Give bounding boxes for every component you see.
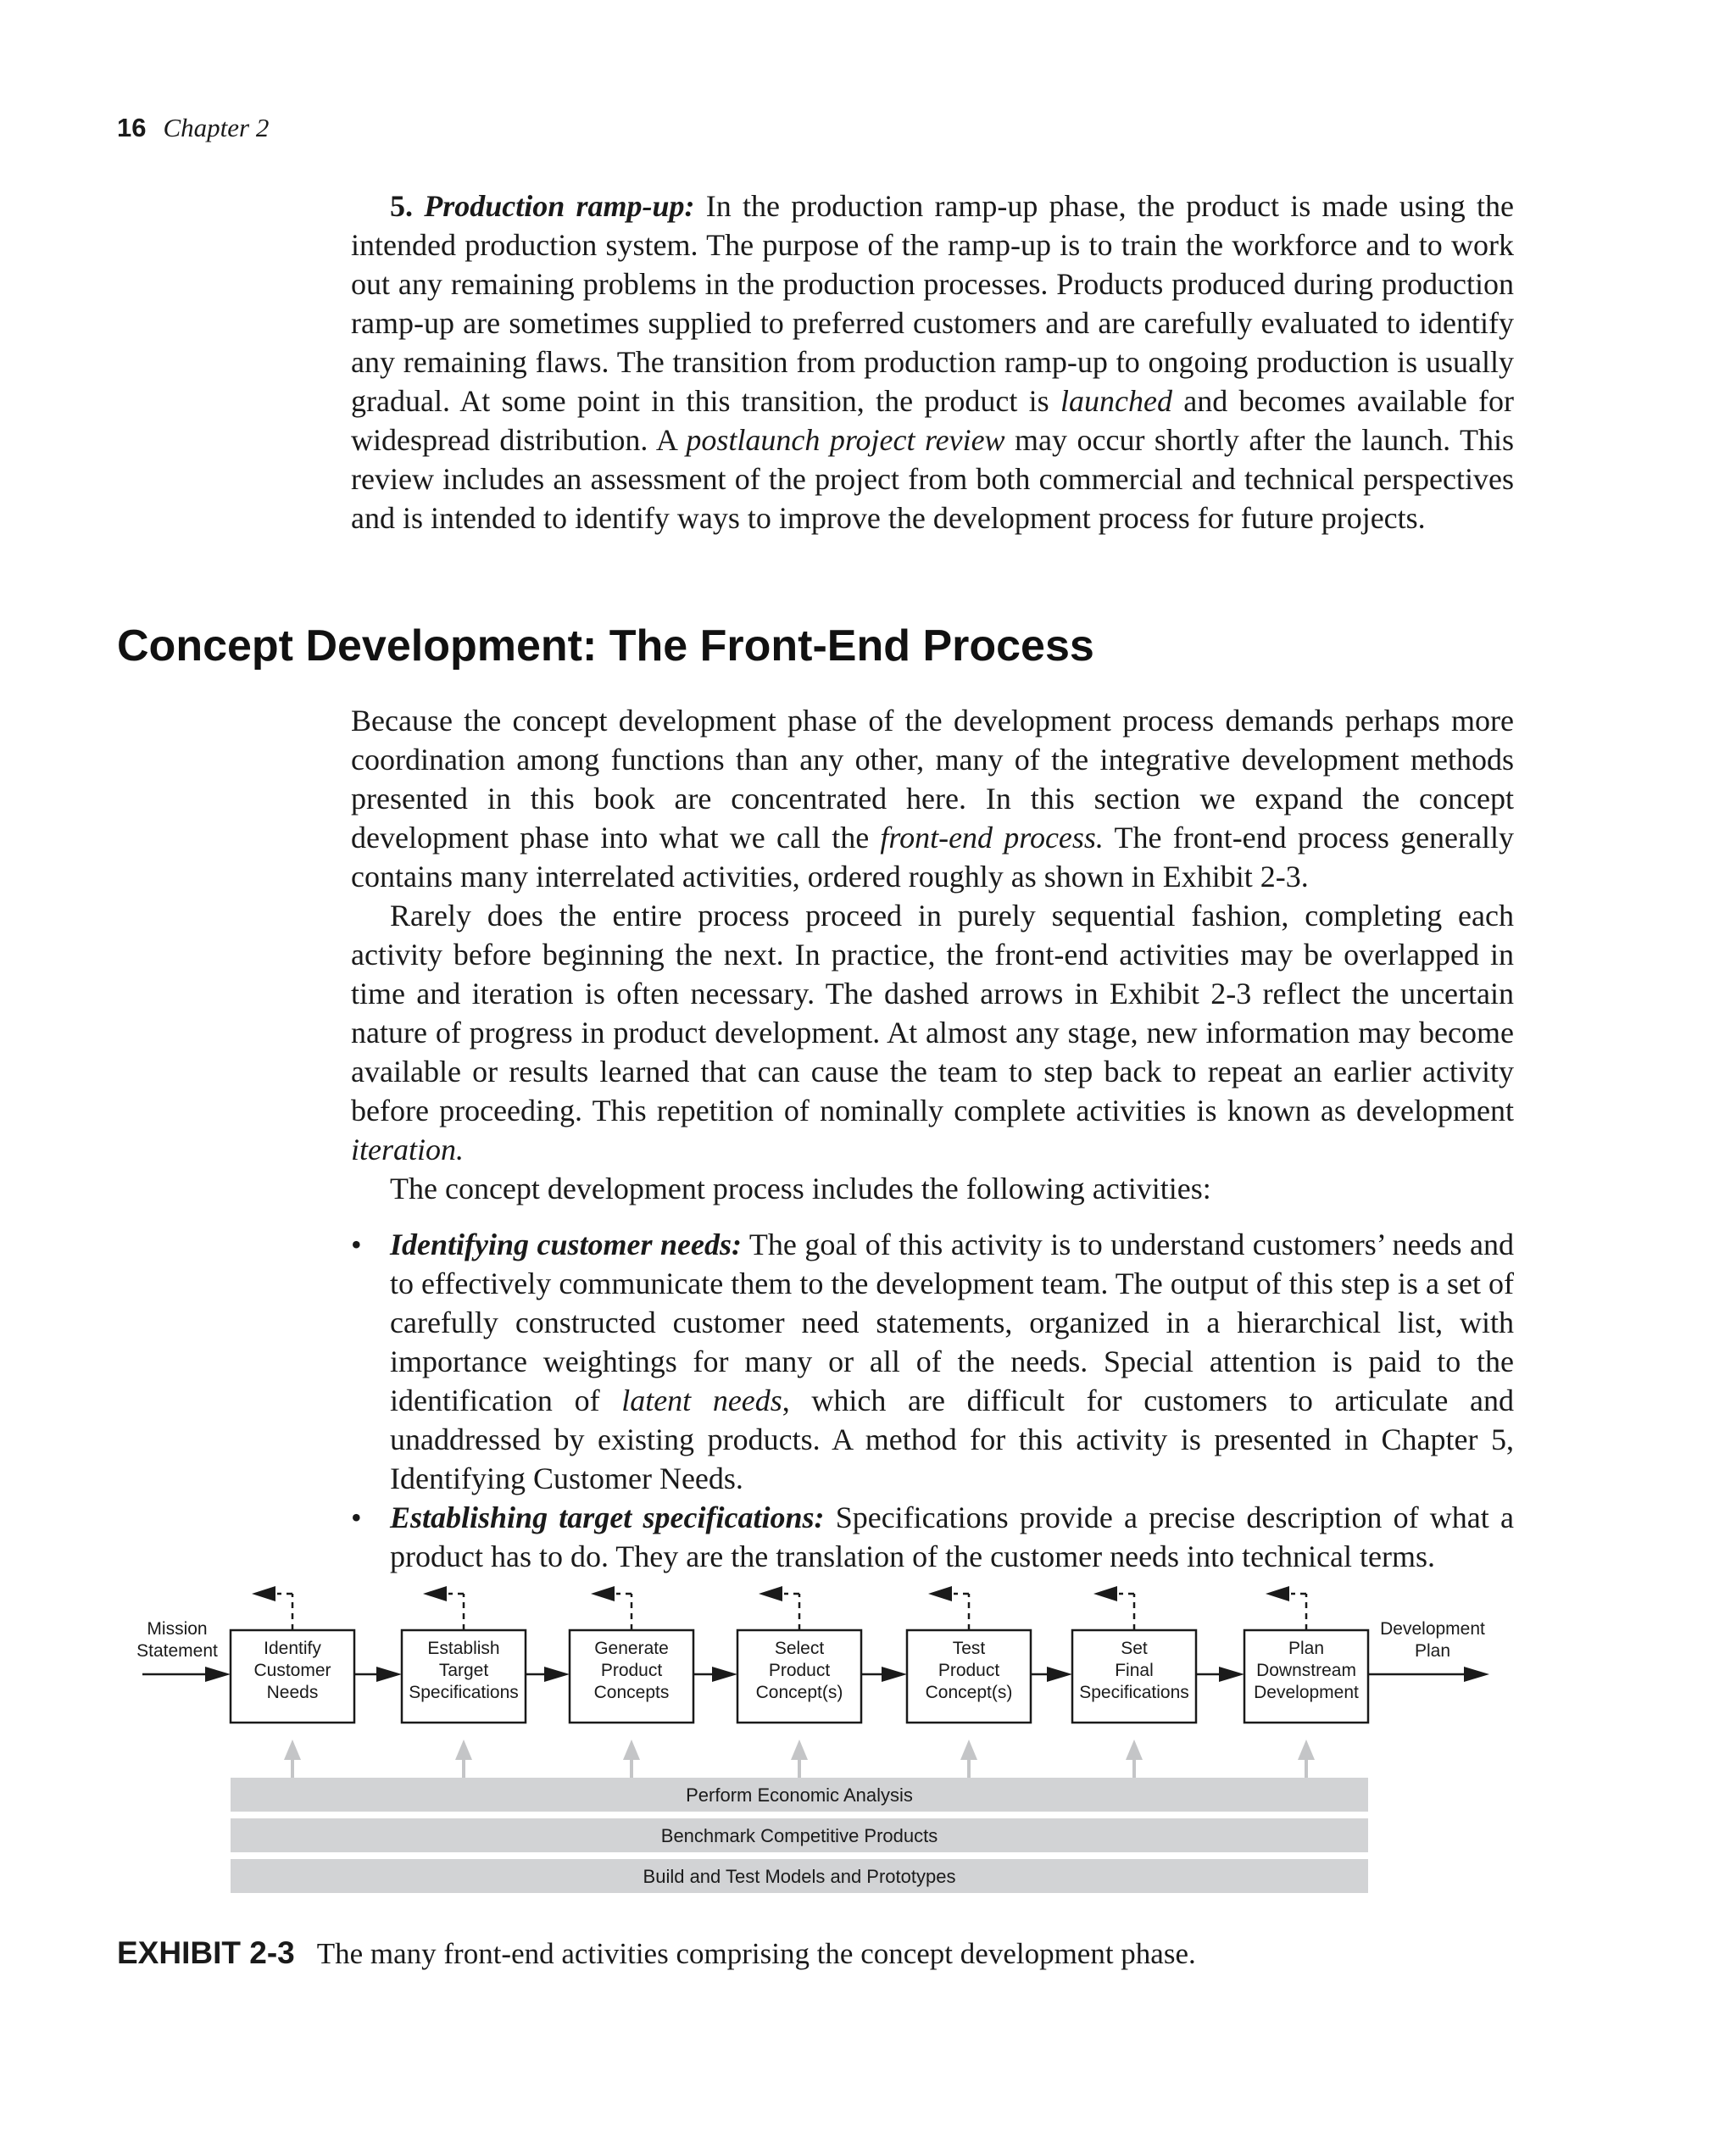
activity-bar-label: Build and Test Models and Prototypes bbox=[643, 1866, 956, 1887]
intro-text-1: Because the concept development phase of the development process demands perhaps more coordination among functions than any other, many of the integrative development methods presented in this book are concentrated here. In this section we expand the concept development phase into what we call the bbox=[351, 704, 1514, 855]
support-arrowhead bbox=[1298, 1740, 1315, 1760]
process-step-label: Target bbox=[438, 1661, 489, 1680]
ramp-up-text-2: and becomes available for widespread distribution. A bbox=[351, 384, 1514, 457]
process-step-label: Customer bbox=[253, 1661, 331, 1680]
support-arrowhead bbox=[455, 1740, 472, 1760]
process-step-label: Specifications bbox=[409, 1683, 519, 1702]
arrowhead bbox=[376, 1667, 402, 1682]
arrowhead bbox=[1219, 1667, 1244, 1682]
postlaunch-review-term: postlaunch project review bbox=[686, 423, 1005, 457]
support-arrowhead bbox=[1126, 1740, 1143, 1760]
input-label: Statement bbox=[136, 1641, 218, 1661]
process-step-label: Identify bbox=[264, 1639, 321, 1658]
iteration-arrowhead bbox=[759, 1586, 782, 1601]
ramp-up-text-1: In the production ramp-up phase, the product is made using the intended production system. The purpose of the ramp-up is to train the workforce and to work out any remaining problems in the production processes. Products produced during production ramp-up are sometimes supplied to preferred customers and are carefully evaluated to identify any remaining flaws. The transition from production ramp-up to ongoing production is usually gradual. At some point in this transition, the product is bbox=[351, 189, 1514, 418]
process-step-label: Product bbox=[768, 1661, 831, 1680]
process-step-label: Specifications bbox=[1079, 1683, 1189, 1702]
bullet-term: Identifying customer needs: bbox=[390, 1228, 742, 1261]
exhibit-caption-text: The many front-end activities comprising the concept development phase. bbox=[316, 1937, 1196, 1970]
arrowhead bbox=[712, 1667, 737, 1682]
process-step-label: Plan bbox=[1288, 1639, 1325, 1658]
process-step-label: Product bbox=[938, 1661, 1000, 1680]
bullet-term: Establishing target specifications: bbox=[390, 1500, 825, 1534]
bullet-text: , which are difficult for customers to articulate and unaddressed by existing products. A method for this activity is presented in Chapter 5, Identifying Customer Needs. bbox=[390, 1383, 1514, 1495]
arrowhead bbox=[1047, 1667, 1072, 1682]
item-number: 5. bbox=[390, 189, 425, 223]
section-heading: Concept Development: The Front-End Process bbox=[117, 621, 1094, 671]
iteration-term: iteration. bbox=[351, 1133, 464, 1166]
front-end-process-term: front-end process. bbox=[880, 821, 1104, 855]
iteration-arrowhead bbox=[1266, 1586, 1289, 1601]
iteration-text: Rarely does the entire process proceed in purely sequential fashion, completing each activity before beginning the next. In practice, the front-end activities may be overlapped in time and iteration is often necessary. The dashed arrows in Exhibit 2-3 reflect the uncertain nature of progress in product development. At almost any stage, new information may become available or results learned that can cause the team to step back to repeat an earlier activity before proceeding. This repetition of nominally complete activities is known as development bbox=[351, 899, 1514, 1127]
iteration-arrowhead bbox=[928, 1586, 952, 1601]
chapter-label: Chapter 2 bbox=[163, 113, 270, 142]
process-step-label: Test bbox=[952, 1639, 986, 1658]
process-step-label: Final bbox=[1115, 1661, 1154, 1680]
exhibit-caption bbox=[117, 1935, 1196, 1971]
latent-needs-term: latent needs bbox=[621, 1383, 782, 1417]
activity-bar-label: Perform Economic Analysis bbox=[686, 1784, 913, 1806]
process-step-label: Generate bbox=[594, 1639, 669, 1658]
support-arrowhead bbox=[960, 1740, 977, 1760]
bullet-text: Specifications provide a precise description of what a product has to do. They are the translation of the customer needs into technical terms. bbox=[390, 1500, 1514, 1573]
support-arrowhead bbox=[623, 1740, 640, 1760]
iteration-arrowhead bbox=[423, 1586, 447, 1601]
bullet-text: The goal of this activity is to understand customers’ needs and to effectively communicate them to the development team. The output of this step is a set of carefully constructed customer need statements, organized in a hierarchical list, with importance weightings for many or all of the needs. Special attention is paid to the identification of bbox=[390, 1228, 1515, 1417]
bullet-glyph: • bbox=[351, 1500, 362, 1534]
process-step-label: Product bbox=[600, 1661, 663, 1680]
activity-bar-label: Benchmark Competitive Products bbox=[660, 1825, 938, 1846]
arrowhead bbox=[1464, 1667, 1489, 1682]
iteration-arrowhead bbox=[252, 1586, 275, 1601]
support-arrowhead bbox=[791, 1740, 808, 1760]
intro-text-2: The front-end process generally contains many interrelated activities, ordered roughly as shown in Exhibit 2-3. bbox=[351, 821, 1515, 894]
launched-term: launched bbox=[1060, 384, 1172, 418]
process-step-label: Concept(s) bbox=[925, 1683, 1013, 1702]
process-step-label: Select bbox=[774, 1639, 825, 1658]
process-step-label: Set bbox=[1121, 1639, 1148, 1658]
arrowhead bbox=[544, 1667, 570, 1682]
support-arrowhead bbox=[284, 1740, 301, 1760]
iteration-arrowhead bbox=[1093, 1586, 1117, 1601]
arrowhead bbox=[205, 1667, 231, 1682]
activities-intro: The concept development process includes the following activities: bbox=[390, 1172, 1211, 1205]
process-step-label: Downstream bbox=[1256, 1661, 1356, 1680]
ramp-up-text-3: may occur shortly after the launch. This review includes an assessment of the project from both commercial and technical perspectives and is intended to identify ways to improve the development process for future projects. bbox=[351, 423, 1514, 535]
arrowhead bbox=[882, 1667, 907, 1682]
page-number: 16 bbox=[117, 113, 147, 142]
process-step-label: Concept(s) bbox=[755, 1683, 843, 1702]
iteration-arrowhead bbox=[591, 1586, 615, 1601]
output-label: Plan bbox=[1414, 1641, 1451, 1661]
process-step-label: Development bbox=[1254, 1683, 1359, 1702]
process-step-label: Needs bbox=[266, 1683, 319, 1702]
process-step-label: Concepts bbox=[593, 1683, 670, 1702]
exhibit-label: EXHIBIT 2-3 bbox=[117, 1935, 295, 1970]
output-label: Development bbox=[1380, 1619, 1485, 1639]
process-step-label: Establish bbox=[427, 1639, 500, 1658]
bullet-glyph: • bbox=[351, 1228, 362, 1261]
input-label: Mission bbox=[147, 1619, 208, 1639]
ramp-up-term: Production ramp-up: bbox=[424, 189, 695, 223]
